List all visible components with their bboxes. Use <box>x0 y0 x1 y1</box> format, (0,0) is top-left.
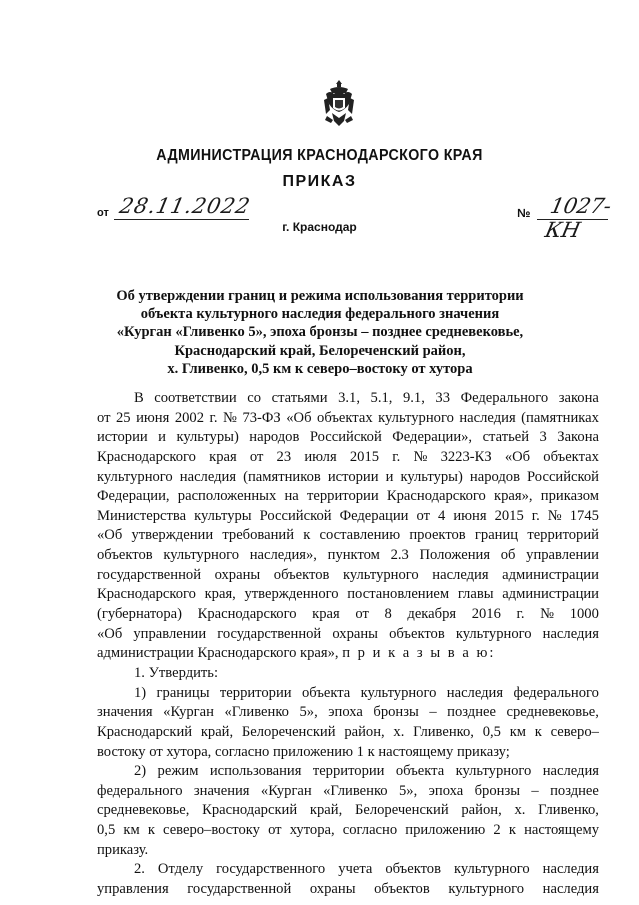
body-word: наследия <box>542 861 599 878</box>
body-word: северо– <box>550 723 599 740</box>
body-word: к <box>534 723 542 740</box>
body-line <box>97 507 599 527</box>
body-word: 4 <box>438 507 446 524</box>
body-word: наследия <box>542 881 599 898</box>
body-word: расположенных <box>177 488 277 505</box>
body-word: объектов <box>374 881 430 898</box>
body-word: Федерации», <box>392 429 473 446</box>
body-word: границы <box>156 684 210 701</box>
body-word: 3.1, <box>338 390 360 406</box>
body-word: постановлением <box>347 586 450 603</box>
body-word: границ <box>474 527 519 544</box>
body-line <box>97 409 599 429</box>
body-word: наследия <box>446 684 504 701</box>
order-body-text <box>97 389 599 900</box>
body-word: «Курган <box>260 782 312 799</box>
body-word: «Курган <box>163 704 214 721</box>
body-word: г. <box>531 507 540 524</box>
body-line <box>97 860 599 880</box>
body-word: объекта <box>301 684 351 701</box>
subject-line: х. Гливенко, 0,5 км к северо–востоку от хутора <box>167 360 473 377</box>
body-word: к <box>508 822 516 839</box>
body-word: охраны <box>332 625 378 642</box>
body-word: северо–востоку <box>163 822 260 839</box>
body-word: 1745 <box>569 507 599 524</box>
number-label: № <box>517 206 531 220</box>
body-word: – <box>531 782 539 799</box>
body-word: со <box>247 390 262 406</box>
body-word: культурного <box>97 468 173 485</box>
body-word: значения <box>193 782 250 799</box>
body-word: статьей <box>482 429 530 446</box>
body-word: объектов <box>389 625 445 642</box>
body-word: объектов <box>97 547 153 564</box>
body-word: позднее <box>550 782 599 799</box>
body-word: от <box>268 822 282 839</box>
body-word: позднее <box>447 704 496 721</box>
body-word: федерального <box>97 782 183 799</box>
body-word: Краснодарского <box>197 645 301 662</box>
body-word: Российской <box>527 468 599 485</box>
body-word: закона <box>558 390 599 406</box>
body-word: (памятников <box>243 468 321 485</box>
body-word: территории <box>219 684 292 701</box>
body-word: настоящему <box>524 822 599 839</box>
body-word: № <box>223 409 237 426</box>
body-word: Федерации <box>339 507 409 524</box>
body-word: объекта <box>395 763 445 780</box>
body-word: Гливенко, <box>413 723 474 740</box>
body-word: от <box>249 448 264 465</box>
body-word: Краснодарского <box>386 488 486 505</box>
body-word: «Об <box>504 448 531 465</box>
body-word: настоящему <box>378 743 457 760</box>
body-word: средневековье, <box>97 802 190 819</box>
body-word: администрации <box>97 645 198 662</box>
body-word: управления <box>97 881 169 898</box>
handwritten-date: 28.11.2022 <box>117 194 253 218</box>
body-word: 5», <box>299 704 318 721</box>
body-line <box>97 703 599 723</box>
body-line <box>97 644 599 664</box>
body-word: объектах <box>543 448 599 465</box>
organization-title: АДМИНИСТРАЦИЯ КРАСНОДАРСКОГО КРАЯ <box>156 147 483 164</box>
body-word: эпоха <box>328 704 363 721</box>
body-line <box>97 448 599 468</box>
body-word: территорий <box>527 527 599 544</box>
body-word: пунктом <box>327 547 380 564</box>
body-word: государственной <box>187 881 292 898</box>
body-word: п р и к а з ы в а ю: <box>342 645 496 662</box>
body-word: июня <box>136 409 170 426</box>
coat-of-arms-emblem <box>324 80 354 126</box>
body-word: объектов <box>385 861 441 878</box>
body-word: эпоха <box>428 782 464 799</box>
handwritten-number: 1027-КН <box>542 194 614 242</box>
body-line <box>97 801 599 821</box>
body-word: г. <box>209 409 218 426</box>
body-word: об <box>500 547 516 564</box>
body-word: 1 <box>356 743 368 760</box>
document-type-title: ПРИКАЗ <box>282 173 357 190</box>
body-line <box>97 546 599 566</box>
body-word: Краснодарского <box>197 606 297 623</box>
body-word: приложению <box>405 822 486 839</box>
body-word: культурного <box>342 566 419 583</box>
body-word: наследия <box>542 763 599 780</box>
body-word: и <box>158 429 166 446</box>
body-word: 2. <box>134 861 145 878</box>
body-word: управлении <box>133 625 207 642</box>
body-word: культурного <box>455 763 532 780</box>
body-word: истории <box>97 429 148 446</box>
body-word: «Об <box>97 527 123 544</box>
body-word: х. <box>393 723 405 740</box>
body-word: и <box>385 468 394 485</box>
body-word: края <box>312 606 340 623</box>
body-word: требований <box>222 527 295 544</box>
body-word: использования <box>209 763 302 780</box>
body-word: к <box>367 743 379 760</box>
body-word: 1. <box>134 664 149 681</box>
body-word: июля <box>304 448 337 465</box>
body-word: края», <box>494 488 533 505</box>
body-word: на <box>284 488 299 505</box>
body-word: 9.1, <box>402 390 425 406</box>
body-word: Федерального <box>460 390 549 406</box>
body-word: 1000 <box>569 606 599 623</box>
body-word: 5.1, <box>370 390 393 406</box>
body-word: культуры <box>194 507 252 524</box>
body-word: наследия <box>432 566 489 583</box>
subject-line: объекта культурного наследия федерального значения <box>140 306 500 323</box>
body-word: края», <box>300 645 343 662</box>
body-word: значения <box>97 704 153 721</box>
body-word: управлении <box>526 547 599 564</box>
body-word: 2) <box>134 763 147 780</box>
body-word: режим <box>157 763 199 780</box>
body-word: Российской <box>259 507 332 524</box>
body-word: «Об <box>286 409 312 426</box>
body-word: 1) <box>134 684 147 701</box>
body-word: 0,5 <box>97 822 116 839</box>
body-word: хутора, <box>289 822 335 839</box>
body-line <box>97 684 599 704</box>
body-word: 3 <box>539 429 547 446</box>
body-word: востоку <box>97 743 150 760</box>
body-word: культурного <box>448 881 525 898</box>
body-word: № <box>413 448 428 465</box>
body-word: государственной <box>217 625 322 642</box>
body-word: край, <box>200 723 234 740</box>
body-word: край, <box>309 802 343 819</box>
body-line <box>97 605 599 625</box>
body-word: приказу; <box>456 743 510 760</box>
body-word: народов <box>249 429 300 446</box>
body-word: истории <box>327 468 379 485</box>
body-word: от <box>97 409 111 426</box>
body-word: 2.3 <box>390 547 409 564</box>
body-word: Краснодарского <box>97 586 196 603</box>
body-word: утверждении <box>131 527 214 544</box>
body-word: приказом <box>540 488 599 505</box>
body-word: 2015 <box>349 448 380 465</box>
body-word: «Гливенко <box>224 704 289 721</box>
body-word: администрации <box>502 586 599 603</box>
body-word: культуры) <box>176 429 239 446</box>
body-word: 23 <box>276 448 292 465</box>
body-word: территории <box>307 488 379 505</box>
body-line <box>97 389 599 409</box>
body-word: от <box>416 507 430 524</box>
body-word: культуры) <box>400 468 463 485</box>
body-word: – <box>429 704 437 721</box>
body-word: народов <box>469 468 520 485</box>
body-word: Закона <box>557 429 599 446</box>
body-word: наследия <box>459 409 516 426</box>
body-word: хутора, <box>166 743 215 760</box>
body-word: Гливенко, <box>538 802 599 819</box>
body-word: культурного <box>360 684 437 701</box>
body-line <box>97 526 599 546</box>
body-word: 2016 <box>471 606 501 623</box>
body-word: охраны <box>214 566 261 583</box>
body-word: 2 <box>493 822 501 839</box>
body-word: 3223-КЗ <box>440 448 492 465</box>
body-line <box>97 428 599 448</box>
body-word: 25 <box>115 409 131 426</box>
body-word: государственного <box>216 861 326 878</box>
body-word: государственной <box>97 566 202 583</box>
body-line <box>97 468 599 488</box>
body-word: 33 <box>435 390 451 406</box>
body-line <box>97 625 599 645</box>
body-word: Краснодарский <box>97 723 193 740</box>
body-word: администрации <box>502 566 599 583</box>
body-word: бронзы <box>373 704 419 721</box>
date-label: от <box>97 207 109 219</box>
body-word: Министерства <box>97 507 187 524</box>
body-word: 2002 <box>174 409 205 426</box>
body-word: соответствии <box>154 390 237 406</box>
body-word: приказу. <box>97 841 149 858</box>
body-word: г. <box>392 448 401 465</box>
body-word: Российской <box>309 429 382 446</box>
body-word: наследия <box>179 468 237 485</box>
city-label: г. Краснодар <box>282 220 357 234</box>
body-line <box>97 821 599 841</box>
body-word: наследия», <box>249 547 317 564</box>
body-word: утвержденного <box>244 586 339 603</box>
body-word: к <box>303 527 311 544</box>
body-word: от <box>149 743 167 760</box>
body-word: средневековье, <box>506 704 599 721</box>
body-line <box>97 723 599 743</box>
body-word: составлению <box>319 527 401 544</box>
body-word: территории <box>312 763 385 780</box>
body-word: «Гливенко <box>323 782 388 799</box>
body-word: Краснодарский <box>202 802 298 819</box>
body-word: края, <box>204 586 236 603</box>
subject-line: «Курган «Гливенко 5», эпоха бронзы – позднее средневековье, <box>116 324 524 341</box>
body-word: (губернатора) <box>97 606 182 623</box>
body-word: В <box>134 390 144 406</box>
body-word: район, <box>461 802 502 819</box>
body-line <box>97 841 599 861</box>
body-word: культурного <box>455 625 532 642</box>
body-word: (памятниках <box>521 409 599 426</box>
body-line <box>97 762 599 782</box>
body-word: «Об <box>97 625 123 642</box>
body-word: согласно <box>342 822 398 839</box>
body-word: проектов <box>409 527 466 544</box>
body-word: от <box>355 606 369 623</box>
body-word: охраны <box>309 881 356 898</box>
body-word: культурного <box>163 547 240 564</box>
body-word: Краснодарского <box>97 448 196 465</box>
body-word: согласно <box>214 743 273 760</box>
body-word: 2015 <box>494 507 524 524</box>
body-word: Федерации, <box>97 488 170 505</box>
body-word: культурного <box>453 861 530 878</box>
body-line <box>97 664 599 684</box>
body-word: Белореченский <box>241 723 336 740</box>
body-line <box>97 487 599 507</box>
body-word: 8 <box>384 606 392 623</box>
body-word: х. <box>514 802 526 819</box>
body-word: декабря <box>407 606 457 623</box>
body-word: № <box>547 507 562 524</box>
body-word: бронзы <box>474 782 521 799</box>
body-word: Отделу <box>157 861 204 878</box>
body-word: федерального <box>513 684 599 701</box>
body-line <box>97 782 599 802</box>
body-word: статьями <box>271 390 328 406</box>
body-word: 73-ФЗ <box>242 409 281 426</box>
order-subject-heading <box>100 287 540 378</box>
body-word: км <box>509 723 527 740</box>
body-word: края <box>209 448 237 465</box>
body-word: 0,5 <box>482 723 501 740</box>
body-word: к <box>147 822 155 839</box>
body-word: июня <box>453 507 487 524</box>
body-line <box>97 880 599 900</box>
body-word: Положения <box>419 547 491 564</box>
body-word: главы <box>457 586 494 603</box>
body-word: Белореченский <box>354 802 449 819</box>
body-word: район, <box>344 723 385 740</box>
body-word: объектов <box>273 566 330 583</box>
body-word: г. <box>516 606 525 623</box>
body-word: Утвердить: <box>148 664 219 681</box>
subject-line: Об утверждении границ и режима использования территории <box>116 288 524 304</box>
body-word: учета <box>338 861 373 878</box>
body-line <box>97 585 599 605</box>
body-word: приложению <box>273 743 357 760</box>
body-word: культурного <box>378 409 454 426</box>
subject-line: Краснодарский край, Белореченский район, <box>174 342 466 359</box>
body-word: наследия <box>542 625 599 642</box>
body-line <box>97 743 599 763</box>
body-word: объектах <box>317 409 373 426</box>
body-word: 5», <box>398 782 418 799</box>
body-word: км <box>123 822 140 839</box>
body-word: № <box>540 606 555 623</box>
body-line <box>97 566 599 586</box>
